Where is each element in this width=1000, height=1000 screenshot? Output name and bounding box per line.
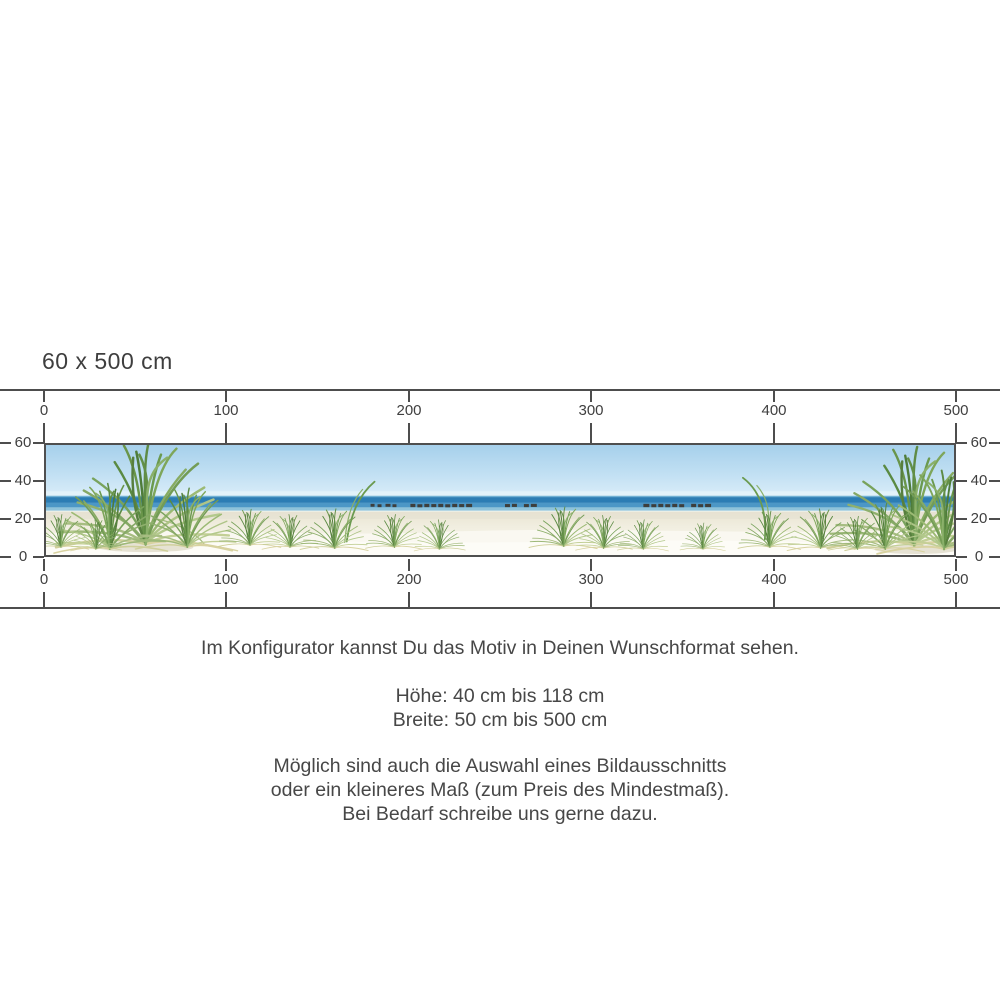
- ruler-label-bottom: 100: [196, 571, 256, 589]
- ruler-tick: [225, 423, 227, 443]
- ruler-label-top: 500: [926, 402, 986, 420]
- ruler-tick: [225, 559, 227, 571]
- ruler-tick: [33, 518, 44, 520]
- ruler-label-right: 40: [967, 472, 991, 490]
- ruler-label-top: 300: [561, 402, 621, 420]
- ruler-tick: [989, 442, 1000, 444]
- ruler-tick: [590, 423, 592, 443]
- ruler-label-left: 60: [11, 434, 35, 452]
- ruler-tick: [955, 559, 957, 571]
- ruler-label-bottom: 200: [379, 571, 439, 589]
- ruler-label-right: 0: [967, 548, 991, 566]
- ruler-tick: [408, 592, 410, 607]
- height-range-text: Höhe: 40 cm bis 118 cm: [395, 685, 605, 707]
- ruler-tick: [989, 480, 1000, 482]
- ruler-label-bottom: 300: [561, 571, 621, 589]
- ruler-tick: [33, 442, 44, 444]
- ruler-label-top: 0: [14, 402, 74, 420]
- ruler-tick: [33, 556, 44, 558]
- ruler-tick: [773, 423, 775, 443]
- ruler-tick: [989, 556, 1000, 558]
- beach-panorama-illustration: [46, 445, 954, 555]
- product-preview-image: [44, 443, 956, 557]
- ruler-label-top: 100: [196, 402, 256, 420]
- ruler-tick: [955, 423, 957, 443]
- ruler-label-bottom: 400: [744, 571, 804, 589]
- note-text-line3: Bei Bedarf schreibe uns gerne dazu.: [342, 803, 658, 825]
- ruler-label-bottom: 0: [14, 571, 74, 589]
- ruler-label-bottom: 500: [926, 571, 986, 589]
- ruler-line-bottom: [0, 607, 1000, 609]
- ruler-tick: [43, 559, 45, 571]
- size-title: 60 x 500 cm: [42, 348, 173, 374]
- configurator-info-text: Im Konfigurator kannst Du das Motiv in Deinen Wunschformat sehen.: [201, 637, 799, 659]
- ruler-tick: [43, 423, 45, 443]
- ruler-tick: [590, 592, 592, 607]
- ruler-tick: [955, 592, 957, 607]
- ruler-tick: [773, 559, 775, 571]
- ruler-label-top: 400: [744, 402, 804, 420]
- ruler-tick: [590, 559, 592, 571]
- note-text-line1: Möglich sind auch die Auswahl eines Bildausschnitts: [273, 755, 727, 777]
- ruler-label-top: 200: [379, 402, 439, 420]
- ruler-line-top: [0, 389, 1000, 391]
- ruler-label-left: 0: [11, 548, 35, 566]
- ruler-label-right: 60: [967, 434, 991, 452]
- ruler-tick: [225, 592, 227, 607]
- ruler-tick: [773, 592, 775, 607]
- width-range-text: Breite: 50 cm bis 500 cm: [392, 709, 608, 731]
- ruler-tick: [33, 480, 44, 482]
- ruler-tick: [408, 423, 410, 443]
- ruler-tick: [989, 518, 1000, 520]
- ruler-tick: [408, 559, 410, 571]
- ruler-tick: [43, 592, 45, 607]
- note-text-line2: oder ein kleineres Maß (zum Preis des Mindestmaß).: [270, 779, 730, 801]
- ruler-label-left: 40: [11, 472, 35, 490]
- ruler-label-right: 20: [967, 510, 991, 528]
- ruler-label-left: 20: [11, 510, 35, 528]
